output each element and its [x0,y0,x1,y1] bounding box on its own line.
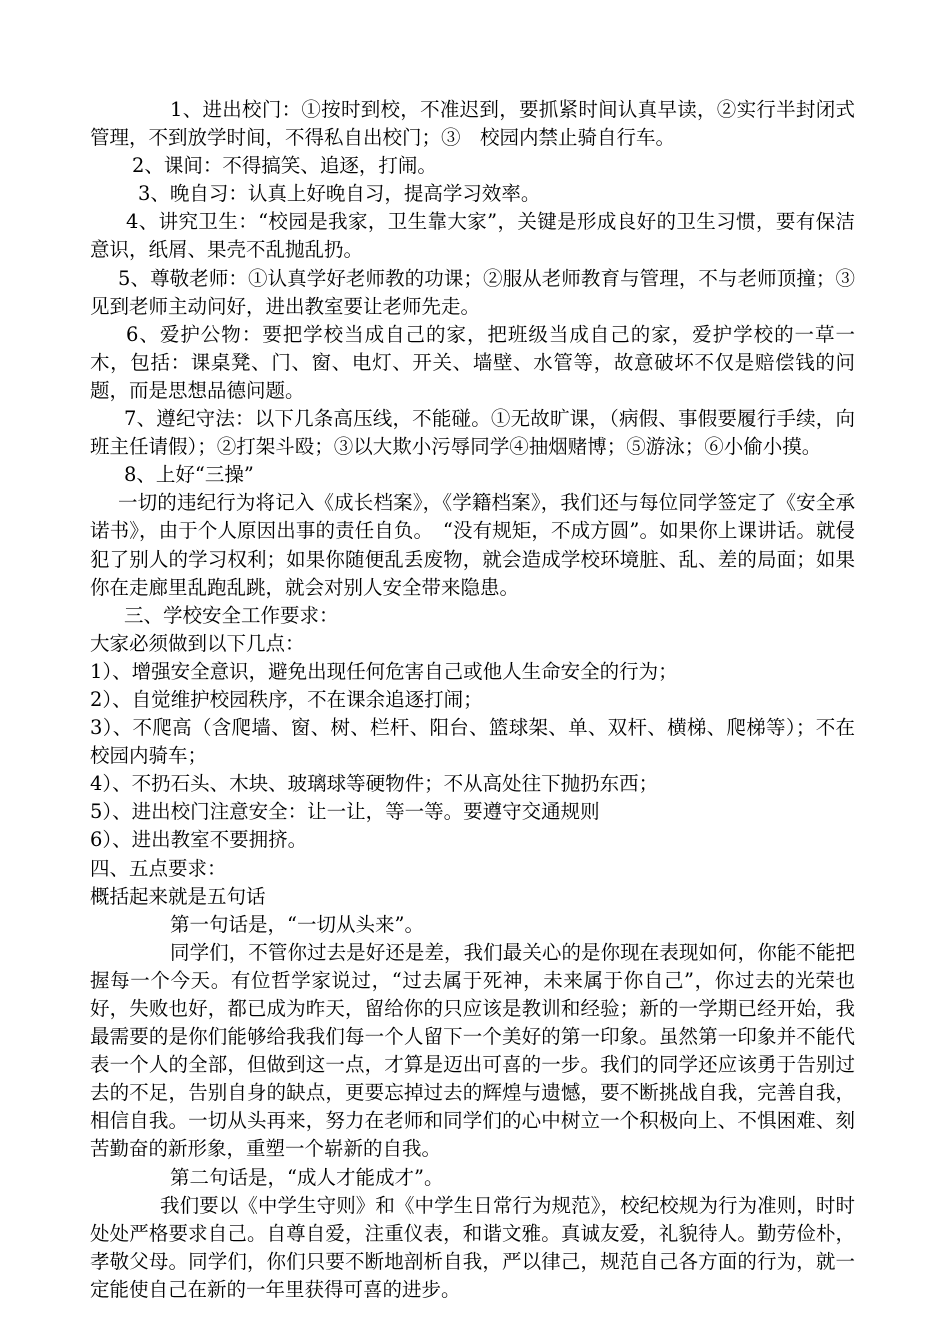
safety-intro: 大家必须做到以下几点： [90,631,305,655]
rule-6-public-property: 6、爱护公物：要把学校当成自己的家，把班级当成自己的家，爱护学校的一草一木，包括：课桌凳、门、窗、电灯、开关、墙壁、水管等，故意破坏不仅是赔偿钱的问题，而是思想品德问题。 [90,322,855,402]
violation-record-paragraph: 一切的违纪行为将记入《成长档案》，《学籍档案》，我们还与每位同学签定了《安全承诺书》，由于个人原因出事的责任自负。 “没有规矩，不成方圆”。如果你上课讲话。就侵犯了别人的学习权利；如果你随便乱丢废物，就会造成学校环境脏、乱、差的局面；如果你在走廊里乱跑乱跳，就会对别人安全带来隐患。 [90,491,855,599]
document-page [90,96,855,1304]
rule-5-respect-teachers: 5、尊敬老师：①认真学好老师教的功课；②服从老师教育与管理，不与老师顶撞；③见到老师主动问好，进出教室要让老师先走。 [90,266,855,318]
safety-item-6: 6）、进出教室不要拥挤。 [90,828,308,852]
safety-item-5: 5）、进出校门注意安全：让一让，等一等。要遵守交通规则 [90,800,600,824]
rule-4-hygiene: 4、讲究卫生：“校园是我家，卫生靠大家”，关键是形成良好的卫生习惯，要有保洁意识，纸屑、果壳不乱抛乱扔。 [90,210,855,262]
sentence-2-heading: 第二句话是，“成人才能成才”。 [170,1165,444,1189]
rule-1-school-gate: 1、进出校门：①按时到校，不准迟到，要抓紧时间认真早读，②实行半封闭式管理，不到放学时间，不得私自出校门；③ 校园内禁止骑自行车。 [90,98,855,150]
five-sentences-intro: 概括起来就是五句话 [90,884,266,908]
safety-item-1: 1）、增强安全意识，避免出现任何危害自己或他人生命安全的行为； [90,659,678,683]
rule-2-break-time: 2、课间：不得搞笑、追逐，打闹。 [132,154,437,178]
rule-8-exercises: 8、上好“三操” [124,463,254,487]
rule-3-evening-study: 3、晚自习：认真上好晚自习，提高学习效率。 [138,182,541,206]
safety-item-3: 3）、不爬高（含爬墙、窗、树、栏杆、阳台、篮球架、单、双杆、横梯、爬梯等）；不在校园内骑车； [90,716,855,768]
section-3-heading: 三、学校安全工作要求： [124,603,339,627]
sentence-2-body: 我们要以《中学生守则》和《中学生日常行为规范》，校纪校规为行为准则，时时处处严格要求自己。自尊自爱，注重仪表，和谐文雅。真诚友爱，礼貌待人。勤劳俭朴，孝敬父母。同学们，你们只要不断地剖析自我，严以律己，规范自己各方面的行为，就一定能使自己在新的一年里获得可喜的进步。 [90,1193,855,1301]
sentence-1-body: 同学们，不管你过去是好还是差，我们最关心的是你现在表现如何，你能不能把握每一个今天。有位哲学家说过，“过去属于死神，未来属于你自己”，你过去的光荣也好，失败也好，都已成为昨天，留给你的只应该是教训和经验；新的一学期已经开始，我最需要的是你们能够给我我们每一个人留下一个美好的第一印象。虽然第一印象并不能代表一个人的全部，但做到这一点，才算是迈出可喜的一步。我们的同学还应该勇于告别过去的不足，告别自身的缺点，更要忘掉过去的辉煌与遗憾，要不断挑战自我，完善自我，相信自我。一切从头再来，努力在老师和同学们的心中树立一个积极向上、不惧困难、刻苦勤奋的新形象，重塑一个崭新的自我。 [90,940,855,1161]
sentence-1-heading: 第一句话是，“一切从头来”。 [170,912,424,936]
safety-item-2: 2）、自觉维护校园秩序，不在课余追逐打闹； [90,687,483,711]
rule-7-discipline: 7、遵纪守法：以下几条高压线，不能碰。①无故旷课，（病假、事假要履行手续，向班主任请假）；②打架斗殴；③以大欺小污辱同学④抽烟赌博；⑤游泳；⑥小偷小摸。 [90,407,855,459]
safety-item-4: 4）、不扔石头、木块、玻璃球等硬物件；不从高处往下抛扔东西； [90,772,659,796]
section-4-heading: 四、五点要求： [90,856,227,880]
